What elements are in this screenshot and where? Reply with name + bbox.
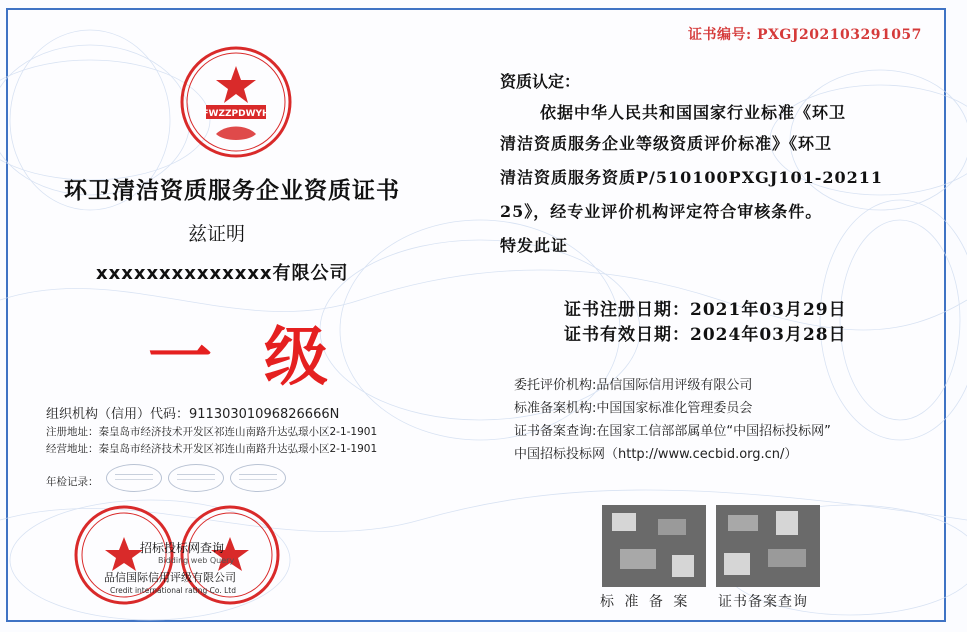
qualification-line: 特发此证 (500, 236, 569, 255)
qualification-line: 清洁资质服务企业等级资质评价标准》《环卫 (500, 134, 833, 153)
company-name: xxxxxxxxxxxxxx有限公司 (96, 263, 349, 284)
stamp-company: 品信国际信用评级有限公司 (104, 571, 236, 584)
seal-abbr: FWZZPDWYH (202, 109, 270, 119)
qualification-line: 25》，经专业评价机构评定符合审核条件。 (500, 202, 823, 221)
info-line: 委托评价机构:品信国际信用评级有限公司 (514, 378, 753, 393)
annual-stamp-1 (106, 464, 162, 492)
stamp-bidding: Bidding web Query (158, 556, 235, 565)
qualification-label: 资质认定： (500, 72, 581, 91)
info-line: 中国招标投标网（http://www.cecbid.org.cn/） (514, 447, 798, 462)
qualification-line: 清洁资质服务资质P/510100PXGJ101-20211 (500, 168, 884, 187)
annual-stamp-2 (168, 464, 224, 492)
standard-filing-label: 标 准 备 案 (600, 594, 691, 610)
qualification-line: 依据中华人民共和国国家行业标准《环卫 (540, 103, 847, 122)
registered-address: 注册地址：秦皇岛市经济技术开发区祁连山南路升达弘璟小区2-1-1901 (46, 426, 378, 438)
stamp-company-en: Credit international rating Co. Ltd (110, 586, 237, 595)
serial-label: 证书编号 (688, 27, 746, 43)
stamp-query: 招标投标网查询 (140, 541, 225, 555)
grade-level: 一级 (148, 320, 380, 395)
seal-star-icon (216, 66, 256, 103)
business-address: 经营地址：秦皇岛市经济技术开发区祁连山南路升达弘璟小区2-1-1901 (46, 443, 378, 455)
annual-inspection-label: 年检记录： (46, 476, 99, 488)
certificate-query-label: 证书备案查询 (718, 594, 808, 610)
info-line: 标准备案机构:中国国家标准化管理委员会 (514, 401, 753, 416)
standard-filing-qr-icon[interactable] (602, 505, 706, 587)
info-line: 证书备案查询:在国家工信部部属单位“中国招标投标网” (514, 424, 831, 439)
hereby-certify: 兹证明 (188, 223, 246, 245)
org-code: 组织机构（信用）代码：91130301096826666N (46, 407, 340, 422)
certificate-serial: 证书编号: PXGJ202103291057 (688, 27, 922, 43)
top-red-seal (178, 44, 294, 160)
annual-stamp-3 (230, 464, 286, 492)
certificate-query-qr-icon[interactable] (716, 505, 820, 587)
certificate-title: 环卫清洁资质服务企业资质证书 (64, 178, 400, 204)
registration-date: 证书注册日期：2021年03月29日 (564, 300, 847, 320)
serial-number: PXGJ202103291057 (757, 27, 922, 43)
validity-date: 证书有效日期：2024年03月28日 (564, 325, 847, 345)
seal-star-icon (105, 537, 143, 571)
